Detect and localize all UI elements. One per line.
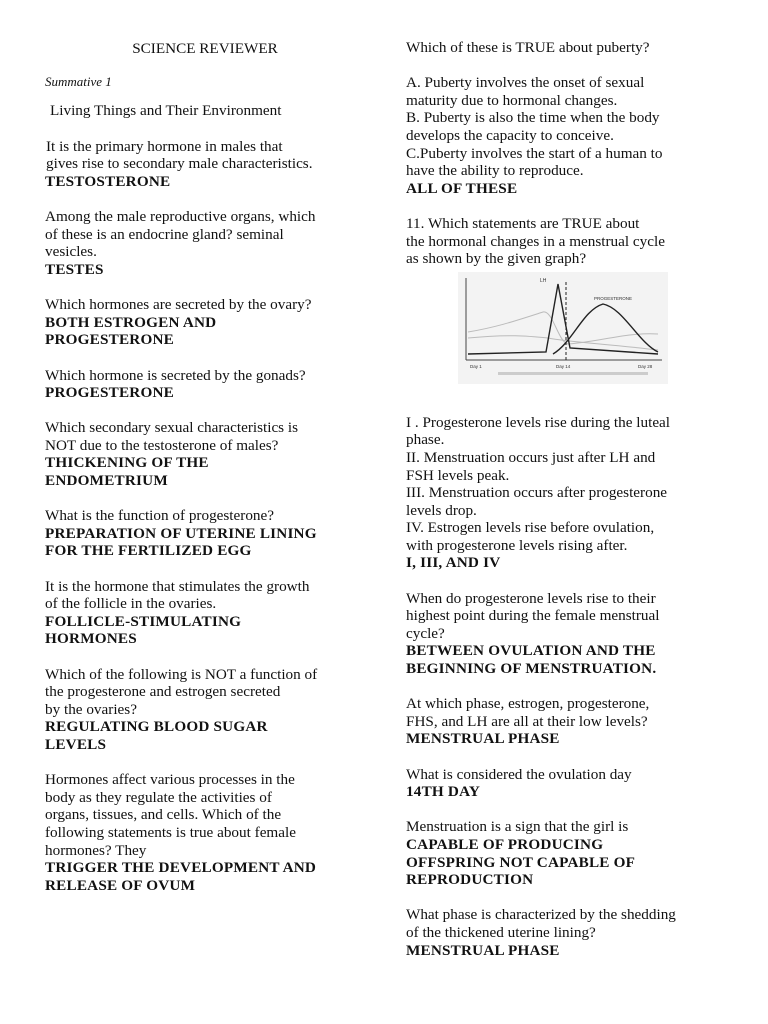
question-item [406,906,736,959]
question-item [45,771,375,894]
graph-caption-line [498,372,648,375]
right-column [406,0,736,977]
question-text: Which secondary sexual characteristics is NOT due to the testosterone of males? [45,419,299,454]
lh-label: LH [540,277,547,284]
answer-text: MENSTRUAL PHASE [406,730,560,748]
question-item [45,666,375,754]
answer-text: BOTH ESTROGEN AND PROGESTERONE [45,313,217,349]
question-item [45,419,375,489]
question-item [45,507,375,560]
question-text: Among the male reproductive organs, which of these is an endocrine gland? seminal vesicles. [45,208,316,261]
day-28-label: Day 28 [638,363,653,369]
answer-text: PREPARATION OF UTERINE LINING FOR THE FERTILIZED EGG [45,524,317,560]
puberty-question: Which of these is TRUE about puberty? [406,39,650,56]
question-item [45,138,375,191]
question-item [45,208,375,278]
question-item [406,818,736,888]
question-text: At which phase, estrogen, progesterone, FHS, and LH are all at their low levels? [406,695,650,730]
question-text: It is the hormone that stimulates the growth of the follicle in the ovaries. [45,577,310,613]
answer-text: PROGESTERONE [45,384,174,402]
progesterone-label: PROGESTERONE [594,295,633,301]
answer-text: 14TH DAY [406,783,481,801]
day-1-label: Day 1 [470,363,482,369]
question-text: It is the primary hormone in males that gives rise to secondary male characteristics. [46,137,313,173]
day-14-label: Day 14 [556,363,571,369]
hormone-graph-svg [458,272,668,384]
question-text: What is considered the ovulation day [406,765,632,783]
answer-text: CAPABLE OF PRODUCING OFFSPRING NOT CAPABLE OF REPRODUCTION [406,835,636,889]
answer-text: ALL OF THESE [406,179,518,197]
document-subtitle: Summative 1 [45,73,112,89]
answer-text: MENSTRUAL PHASE [406,941,560,959]
question-item [406,766,736,801]
answer-text: TESTES [45,260,104,278]
question-text: Which hormone is secreted by the gonads? [45,366,306,384]
answer-text: THICKENING OF THE ENDOMETRIUM [45,454,209,490]
answer-text: REGULATING BLOOD SUGAR LEVELS [45,718,268,753]
topic-heading: Living Things and Their Environment [50,102,282,120]
left-column [45,0,375,912]
question-text: When do progesterone levels rise to their highest point during the female menstrual cycle? [406,589,660,642]
question-text: Which of the following is NOT a function of the progesterone and estrogen secreted by the ovaries? [45,665,318,718]
question-text: Hormones affect various processes in the body as they regulate the activities of organs, tissues, and cells. Which of the following statements is true about female hormones? They [45,771,296,859]
answer-text: FOLLICLE-STIMULATING HORMONES [45,612,242,648]
question-item [406,695,736,748]
question-text: What is the function of progesterone? [45,507,274,525]
answer-text: TRIGGER THE DEVELOPMENT AND RELEASE OF OVUM [45,859,317,894]
question-item [45,578,375,648]
graph-question: 11. Which statements are TRUE about the hormonal changes in a menstrual cycle as shown by the given graph? [406,214,665,268]
question-item [406,590,736,678]
question-text: What phase is characterized by the shedding of the thickened uterine lining? [406,906,676,941]
question-item [45,296,375,349]
answer-text: TESTOSTERONE [45,172,171,190]
document-title: SCIENCE REVIEWER [132,40,278,57]
puberty-options: A. Puberty involves the onset of sexual maturity due to hormonal changes. B. Puberty is also the time when the body develops the capacity to conceive. C.Puberty involves the start of a human to have the ability to reproduce. [406,74,663,180]
hormone-graph [458,272,668,384]
answer-text: I, III, AND IV [406,554,501,572]
graph-statements: I . Progesterone levels rise during the luteal phase. II. Menstruation occurs just after LH and FSH levels peak. III. Menstruation occurs after progesterone levels drop. IV. Estrogen levels rise before ovulation, with progesterone levels rising after. [406,413,671,554]
question-text: Which hormones are secreted by the ovary? [45,296,312,314]
answer-text: BETWEEN OVULATION AND THE BEGINNING OF MENSTRUATION. [406,642,657,678]
question-text: Menstruation is a sign that the girl is [406,818,629,836]
question-item [45,367,375,402]
